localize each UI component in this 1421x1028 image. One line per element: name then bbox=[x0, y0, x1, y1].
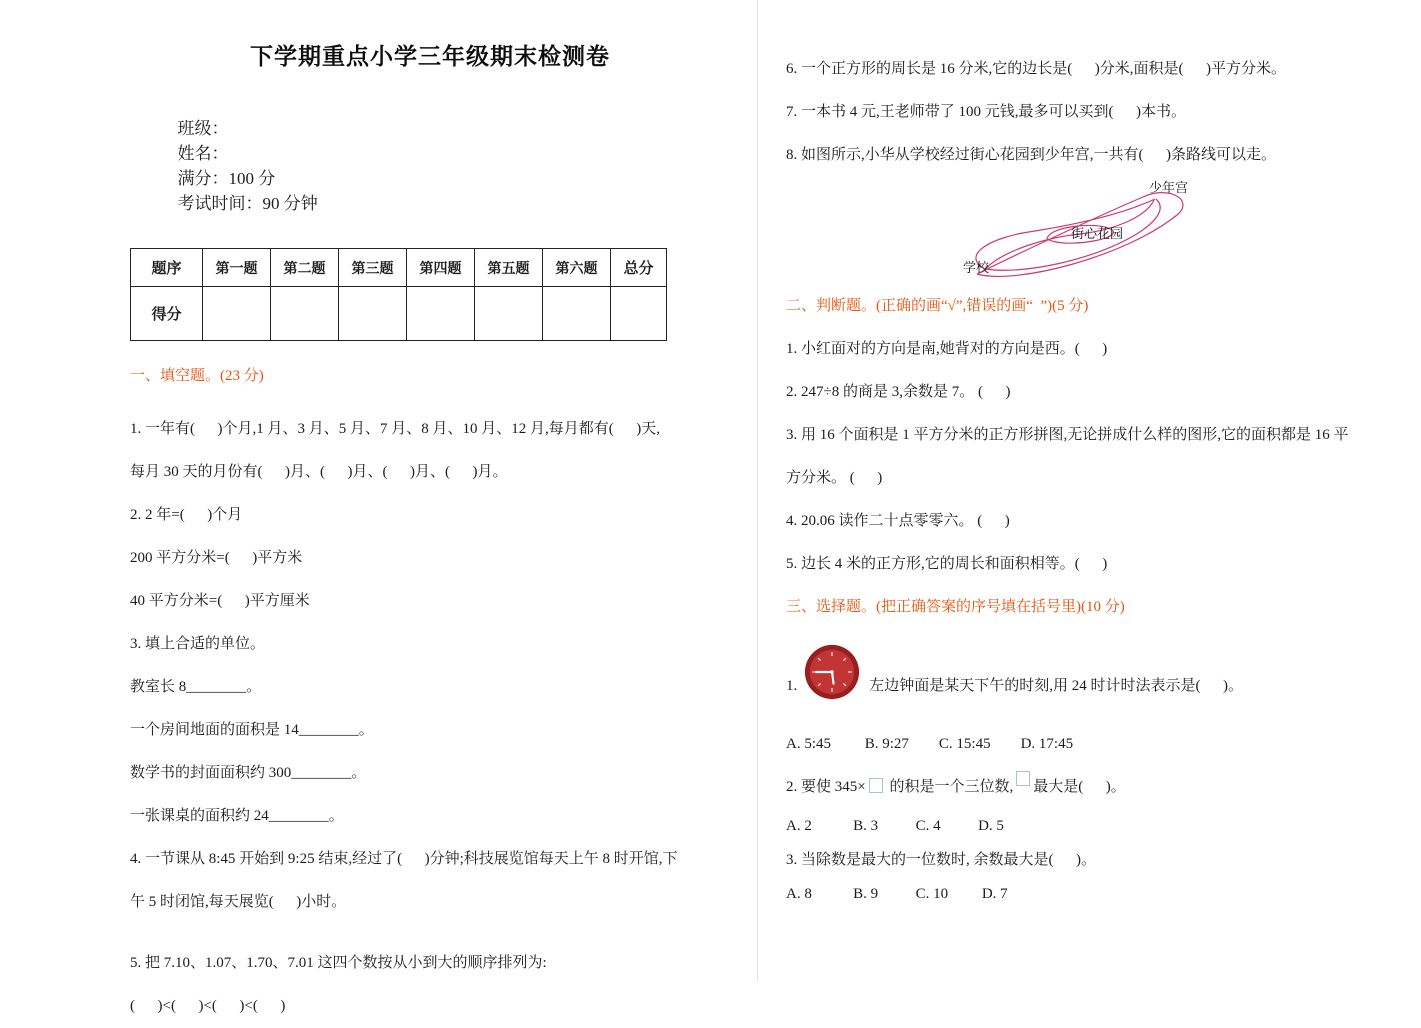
fill-line: 8. 如图所示,小华从学校经过街心花园到少年宫,一共有( )条路线可以走。 bbox=[786, 147, 1276, 163]
score-table-corner: 题序 bbox=[131, 249, 203, 287]
section-choice-heading: 三、选择题。(把正确答案的序号填在括号里)(10 分) bbox=[786, 599, 1125, 615]
diagram-label-palace: 少年宫 bbox=[1149, 180, 1189, 195]
name-label: 姓名： bbox=[177, 144, 229, 163]
fill-line: 教室长 8________。 bbox=[130, 679, 262, 695]
question-number: 1. bbox=[786, 678, 798, 694]
score-table-total-header: 总分 bbox=[611, 249, 667, 287]
exam-time-label: 考试时间：90 分钟 bbox=[177, 194, 318, 213]
clock-icon bbox=[803, 643, 861, 701]
column-divider bbox=[757, 0, 758, 982]
choice-q3-options: A. 8 B. 9 C. 10 D. 7 bbox=[786, 886, 1008, 902]
judge-line: 2. 247÷8 的商是 3,余数是 7。 ( ) bbox=[786, 384, 1011, 400]
section-judge-heading: 二、判断题。(正确的画“√”,错误的画“ ”)(5 分) bbox=[786, 298, 1089, 314]
score-table-header: 第四题 bbox=[407, 249, 475, 287]
score-table-header: 第五题 bbox=[475, 249, 543, 287]
score-cell bbox=[271, 287, 339, 341]
diagram-label-school: 学校 bbox=[963, 260, 990, 275]
score-cell bbox=[339, 287, 407, 341]
class-label: 班级： bbox=[177, 119, 229, 138]
route-diagram bbox=[955, 177, 1215, 285]
page-title: 下学期重点小学三年级期末检测卷 bbox=[250, 44, 610, 69]
judge-line: 3. 用 16 个面积是 1 平方分米的正方形拼图,无论拼成什么样的图形,它的面积都是 16 平 bbox=[786, 427, 1349, 443]
full-score-label: 满分：100 分 bbox=[177, 169, 276, 188]
choice-question-2 bbox=[786, 766, 1401, 809]
fill-line: 5. 把 7.10、1.07、1.70、7.01 这四个数按从小到大的顺序排列为: bbox=[130, 955, 547, 971]
fill-line: 午 5 时闭馆,每天展览( )小时。 bbox=[130, 894, 347, 910]
score-cell bbox=[407, 287, 475, 341]
judge-line: 1. 小红面对的方向是南,她背对的方向是西。( ) bbox=[786, 341, 1108, 357]
score-cell bbox=[543, 287, 611, 341]
exam-meta bbox=[152, 94, 730, 234]
score-table-header: 第六题 bbox=[543, 249, 611, 287]
diagram-label-garden: 街心花园 bbox=[1071, 226, 1124, 241]
score-cell bbox=[203, 287, 271, 341]
choice-q1-options: A. 5:45 B. 9:27 C. 15:45 D. 17:45 bbox=[786, 736, 1074, 752]
score-cell bbox=[475, 287, 543, 341]
judge-line: 4. 20.06 读作二十点零零六。 ( ) bbox=[786, 513, 1010, 529]
score-table-header: 第二题 bbox=[271, 249, 339, 287]
section-fill-heading: 一、填空题。(23 分) bbox=[130, 368, 264, 384]
fill-line: 2. 2 年=( )个月 bbox=[130, 507, 243, 523]
judge-line: 5. 边长 4 米的正方形,它的周长和面积相等。( ) bbox=[786, 556, 1108, 572]
question-text: 2. 要使 345× bbox=[786, 779, 866, 795]
fill-line: 4. 一节课从 8:45 开始到 9:25 结束,经过了( )分钟;科技展览馆每天上午 8 时开馆,下 bbox=[130, 851, 678, 867]
choice-question-1 bbox=[786, 633, 1401, 703]
fill-line: 一个房间地面的面积是 14________。 bbox=[130, 722, 374, 738]
fill-line: 一张课桌的面积约 24________。 bbox=[130, 808, 344, 824]
blank-box bbox=[869, 778, 883, 793]
fill-line: 数学书的封面面积约 300________。 bbox=[130, 765, 367, 781]
fill-line: 40 平方分米=( )平方厘米 bbox=[130, 593, 310, 609]
choice-question-3: 3. 当除数是最大的一位数时, 余数最大是( )。 bbox=[786, 852, 1096, 868]
fill-line: 每月 30 天的月份有( )月、( )月、( )月、( )月。 bbox=[130, 464, 508, 480]
fill-line: 6. 一个正方形的周长是 16 分米,它的边长是( )分米,面积是( )平方分米。 bbox=[786, 61, 1286, 77]
score-table-header: 第一题 bbox=[203, 249, 271, 287]
score-cell bbox=[611, 287, 667, 341]
fill-line: 200 平方分米=( )平方米 bbox=[130, 550, 303, 566]
question-text: 最大是( )。 bbox=[1033, 779, 1126, 795]
question-text: 的积是一个三位数, bbox=[885, 779, 1014, 795]
right-column bbox=[786, 48, 1401, 911]
blank-box bbox=[1016, 771, 1030, 786]
score-table-header: 第三题 bbox=[339, 249, 407, 287]
fill-line: 3. 填上合适的单位。 bbox=[130, 636, 266, 652]
fill-line: ( )<( )<( )<( ) bbox=[130, 998, 286, 1014]
fill-line: 7. 一本书 4 元,王老师带了 100 元钱,最多可以买到( )本书。 bbox=[786, 104, 1186, 120]
left-column bbox=[130, 40, 730, 1028]
choice-q2-options: A. 2 B. 3 C. 4 D. 5 bbox=[786, 818, 1004, 834]
question-text: 左边钟面是某天下午的时刻,用 24 时计时法表示是( )。 bbox=[869, 678, 1243, 694]
fill-line: 1. 一年有( )个月,1 月、3 月、5 月、7 月、8 月、10 月、12 月,每月都有( )天, bbox=[130, 421, 660, 437]
judge-line: 方分米。 ( ) bbox=[786, 470, 883, 486]
score-table bbox=[130, 248, 667, 341]
score-row-label: 得分 bbox=[131, 287, 203, 341]
